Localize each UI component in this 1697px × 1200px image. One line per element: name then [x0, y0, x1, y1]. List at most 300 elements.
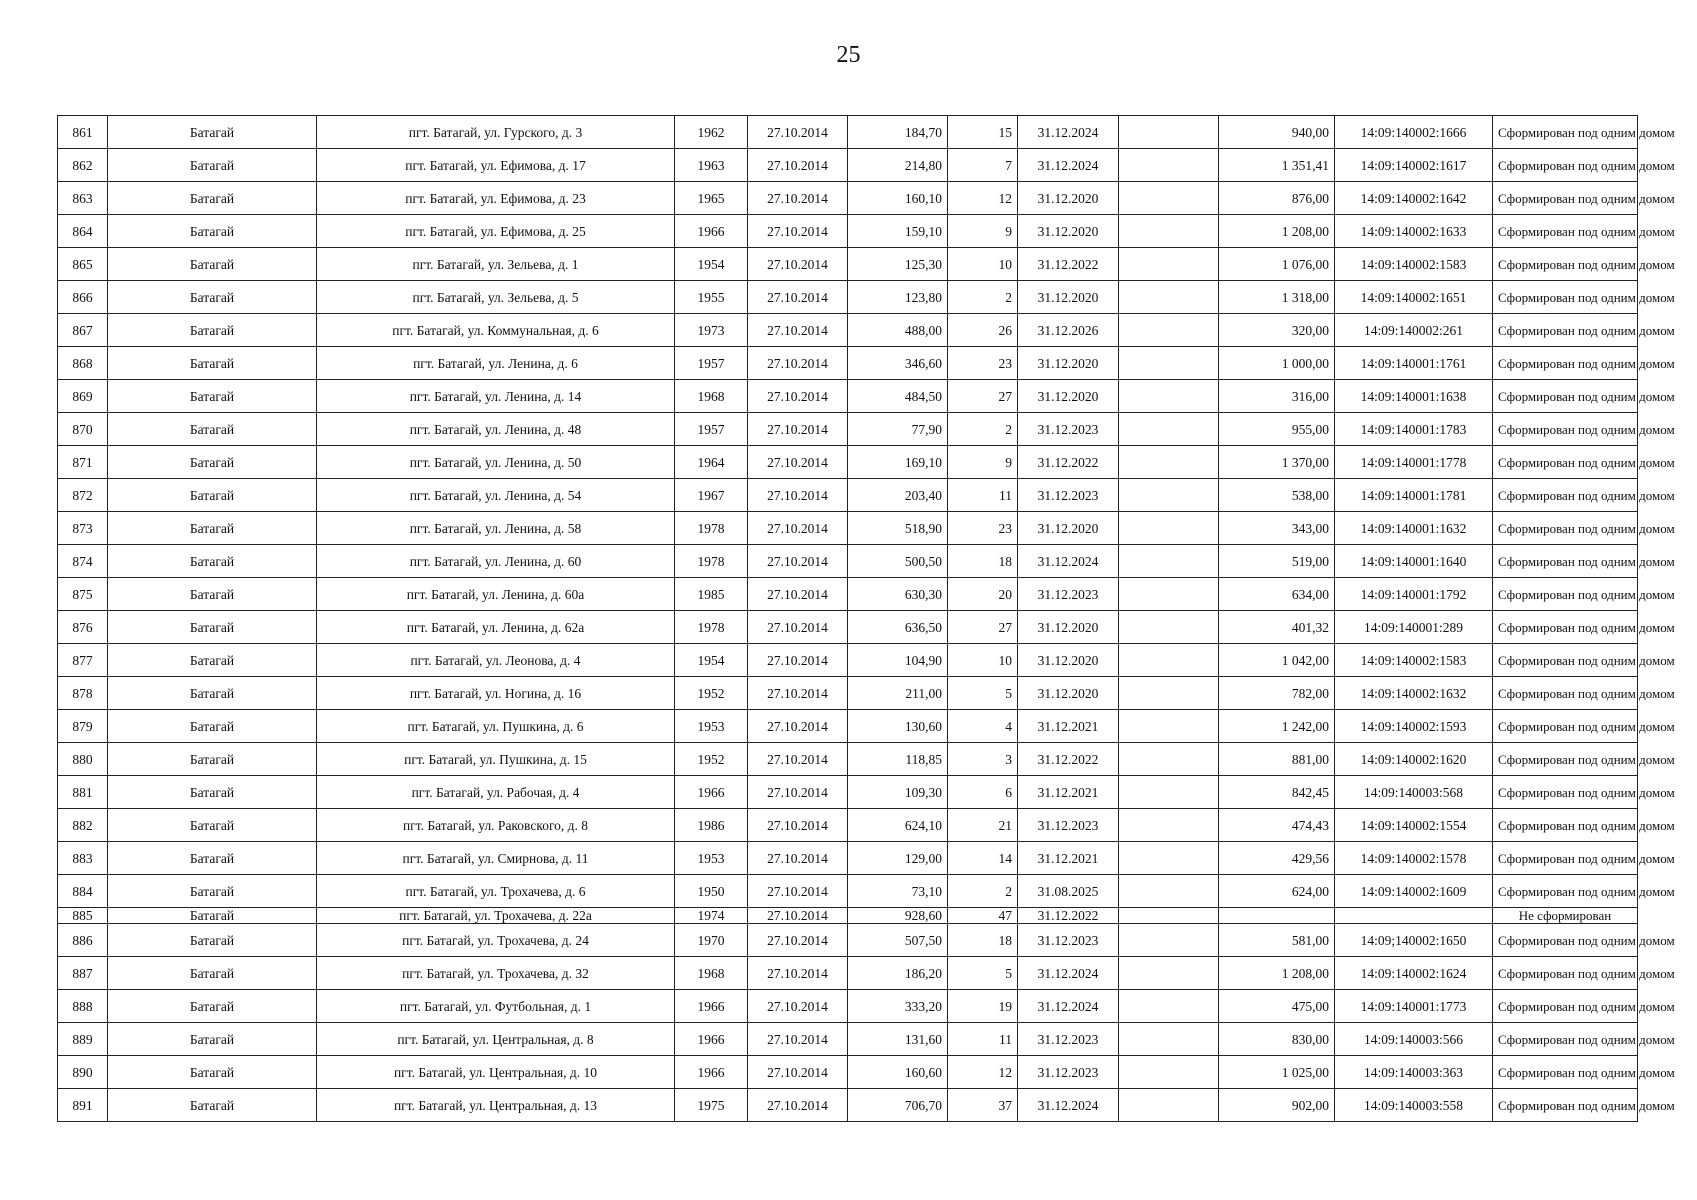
address-cell: пгт. Батагай, ул. Леонова, д. 4: [317, 644, 675, 677]
land-area-cell: 842,45: [1219, 776, 1335, 809]
area-cell: 123,80: [848, 281, 948, 314]
residents-cell: 2: [948, 875, 1018, 908]
land-status-cell: Сформирован под одним домом: [1493, 512, 1638, 545]
cadastral-number-cell: 14:09:140001:1781: [1335, 479, 1493, 512]
table-row: [58, 116, 1638, 149]
settlement-cell: Батагай: [108, 957, 317, 990]
residents-cell: 19: [948, 990, 1018, 1023]
row-number-cell: 872: [58, 479, 108, 512]
cadastral-number-cell: 14:09:140002:1666: [1335, 116, 1493, 149]
empty-cell: [1119, 248, 1219, 281]
area-cell: 484,50: [848, 380, 948, 413]
empty-cell: [1119, 446, 1219, 479]
settlement-cell: Батагай: [108, 149, 317, 182]
row-number-cell: 871: [58, 446, 108, 479]
recognition-date-cell: 27.10.2014: [748, 116, 848, 149]
relocation-deadline-cell: 31.12.2021: [1018, 842, 1119, 875]
area-cell: 507,50: [848, 924, 948, 957]
cadastral-number-cell: 14:09:140002:1617: [1335, 149, 1493, 182]
relocation-deadline-cell: 31.12.2021: [1018, 776, 1119, 809]
residents-cell: 11: [948, 1023, 1018, 1056]
row-number-cell: 890: [58, 1056, 108, 1089]
empty-cell: [1119, 182, 1219, 215]
recognition-date-cell: 27.10.2014: [748, 924, 848, 957]
recognition-date-cell: 27.10.2014: [748, 990, 848, 1023]
land-area-cell: 320,00: [1219, 314, 1335, 347]
land-area-cell: 881,00: [1219, 743, 1335, 776]
construction-year-cell: 1952: [675, 677, 748, 710]
construction-year-cell: 1966: [675, 990, 748, 1023]
row-number-cell: 888: [58, 990, 108, 1023]
address-cell: пгт. Батагай, ул. Ленина, д. 6: [317, 347, 675, 380]
land-area-cell: 343,00: [1219, 512, 1335, 545]
relocation-deadline-cell: 31.12.2023: [1018, 578, 1119, 611]
area-cell: 104,90: [848, 644, 948, 677]
residents-cell: 18: [948, 545, 1018, 578]
construction-year-cell: 1966: [675, 1056, 748, 1089]
table-row: [58, 990, 1638, 1023]
land-area-cell: 955,00: [1219, 413, 1335, 446]
row-number-cell: 862: [58, 149, 108, 182]
land-status-cell: Сформирован под одним домом: [1493, 644, 1638, 677]
land-area-cell: 624,00: [1219, 875, 1335, 908]
construction-year-cell: 1955: [675, 281, 748, 314]
recognition-date-cell: 27.10.2014: [748, 182, 848, 215]
table-row: [58, 380, 1638, 413]
land-status-cell: Сформирован под одним домом: [1493, 677, 1638, 710]
recognition-date-cell: 27.10.2014: [748, 875, 848, 908]
settlement-cell: Батагай: [108, 842, 317, 875]
land-area-cell: 830,00: [1219, 1023, 1335, 1056]
residents-cell: 2: [948, 281, 1018, 314]
land-area-cell: 1 208,00: [1219, 215, 1335, 248]
cadastral-number-cell: 14:09:140002:1583: [1335, 248, 1493, 281]
land-area-cell: 876,00: [1219, 182, 1335, 215]
table-row: [58, 743, 1638, 776]
recognition-date-cell: 27.10.2014: [748, 842, 848, 875]
row-number-cell: 886: [58, 924, 108, 957]
housing-register-table: [57, 115, 1675, 1122]
construction-year-cell: 1952: [675, 743, 748, 776]
land-status-cell: Не сформирован: [1493, 908, 1638, 924]
relocation-deadline-cell: 31.12.2024: [1018, 116, 1119, 149]
table-row: [58, 347, 1638, 380]
empty-cell: [1119, 116, 1219, 149]
settlement-cell: Батагай: [108, 677, 317, 710]
settlement-cell: Батагай: [108, 413, 317, 446]
empty-cell: [1119, 743, 1219, 776]
settlement-cell: Батагай: [108, 1056, 317, 1089]
address-cell: пгт. Батагай, ул. Смирнова, д. 11: [317, 842, 675, 875]
table-row: [58, 875, 1638, 908]
residents-cell: 7: [948, 149, 1018, 182]
land-area-cell: 316,00: [1219, 380, 1335, 413]
table-row: [58, 1056, 1638, 1089]
residents-cell: 9: [948, 446, 1018, 479]
land-status-cell: Сформирован под одним домом: [1493, 116, 1638, 149]
empty-cell: [1119, 512, 1219, 545]
empty-cell: [1119, 578, 1219, 611]
cadastral-number-cell: 14:09:140002:261: [1335, 314, 1493, 347]
address-cell: пгт. Батагай, ул. Центральная, д. 13: [317, 1089, 675, 1122]
empty-cell: [1119, 380, 1219, 413]
land-status-cell: Сформирован под одним домом: [1493, 710, 1638, 743]
construction-year-cell: 1957: [675, 413, 748, 446]
residents-cell: 27: [948, 611, 1018, 644]
relocation-deadline-cell: 31.12.2023: [1018, 1056, 1119, 1089]
row-number-cell: 887: [58, 957, 108, 990]
row-number-cell: 877: [58, 644, 108, 677]
relocation-deadline-cell: 31.12.2026: [1018, 314, 1119, 347]
table-row: [58, 314, 1638, 347]
land-area-cell: 1 042,00: [1219, 644, 1335, 677]
settlement-cell: Батагай: [108, 990, 317, 1023]
relocation-deadline-cell: 31.12.2024: [1018, 990, 1119, 1023]
cadastral-number-cell: 14:09:140001:1783: [1335, 413, 1493, 446]
residents-cell: 12: [948, 1056, 1018, 1089]
table-row: [58, 182, 1638, 215]
settlement-cell: Батагай: [108, 182, 317, 215]
construction-year-cell: 1973: [675, 314, 748, 347]
construction-year-cell: 1968: [675, 380, 748, 413]
area-cell: 129,00: [848, 842, 948, 875]
land-status-cell: Сформирован под одним домом: [1493, 611, 1638, 644]
area-cell: 125,30: [848, 248, 948, 281]
address-cell: пгт. Батагай, ул. Гурского, д. 3: [317, 116, 675, 149]
land-status-cell: Сформирован под одним домом: [1493, 809, 1638, 842]
area-cell: 706,70: [848, 1089, 948, 1122]
residents-cell: 5: [948, 957, 1018, 990]
relocation-deadline-cell: 31.12.2020: [1018, 512, 1119, 545]
construction-year-cell: 1975: [675, 1089, 748, 1122]
relocation-deadline-cell: 31.12.2023: [1018, 479, 1119, 512]
settlement-cell: Батагай: [108, 215, 317, 248]
land-status-cell: Сформирован под одним домом: [1493, 545, 1638, 578]
address-cell: пгт. Батагай, ул. Ленина, д. 14: [317, 380, 675, 413]
construction-year-cell: 1950: [675, 875, 748, 908]
address-cell: пгт. Батагай, ул. Трохачева, д. 24: [317, 924, 675, 957]
area-cell: 518,90: [848, 512, 948, 545]
relocation-deadline-cell: 31.12.2022: [1018, 908, 1119, 924]
empty-cell: [1119, 809, 1219, 842]
recognition-date-cell: 27.10.2014: [748, 677, 848, 710]
address-cell: пгт. Батагай, ул. Ефимова, д. 25: [317, 215, 675, 248]
table-row: [58, 1089, 1638, 1122]
row-number-cell: 889: [58, 1023, 108, 1056]
settlement-cell: Батагай: [108, 578, 317, 611]
construction-year-cell: 1964: [675, 446, 748, 479]
relocation-deadline-cell: 31.12.2023: [1018, 1023, 1119, 1056]
construction-year-cell: 1978: [675, 512, 748, 545]
table-body: [58, 116, 1675, 1122]
construction-year-cell: 1953: [675, 842, 748, 875]
empty-cell: [1119, 924, 1219, 957]
residents-cell: 11: [948, 479, 1018, 512]
cadastral-number-cell: 14:09:140001:1632: [1335, 512, 1493, 545]
empty-cell: [1119, 990, 1219, 1023]
land-area-cell: 1 025,00: [1219, 1056, 1335, 1089]
land-status-cell: Сформирован под одним домом: [1493, 479, 1638, 512]
page-number: 25: [836, 42, 861, 68]
row-number-cell: 864: [58, 215, 108, 248]
cadastral-number-cell: 14:09:140002:1651: [1335, 281, 1493, 314]
land-status-cell: Сформирован под одним домом: [1493, 380, 1638, 413]
construction-year-cell: 1966: [675, 776, 748, 809]
row-number-cell: 875: [58, 578, 108, 611]
empty-cell: [1119, 314, 1219, 347]
residents-cell: 6: [948, 776, 1018, 809]
address-cell: пгт. Батагай, ул. Трохачева, д. 22а: [317, 908, 675, 924]
address-cell: пгт. Батагай, ул. Ногина, д. 16: [317, 677, 675, 710]
row-number-cell: 885: [58, 908, 108, 924]
table-row: [58, 710, 1638, 743]
address-cell: пгт. Батагай, ул. Пушкина, д. 15: [317, 743, 675, 776]
construction-year-cell: 1954: [675, 248, 748, 281]
cadastral-number-cell: 14:09;140002:1650: [1335, 924, 1493, 957]
residents-cell: 12: [948, 182, 1018, 215]
address-cell: пгт. Батагай, ул. Коммунальная, д. 6: [317, 314, 675, 347]
construction-year-cell: 1970: [675, 924, 748, 957]
area-cell: 130,60: [848, 710, 948, 743]
recognition-date-cell: 27.10.2014: [748, 248, 848, 281]
settlement-cell: Батагай: [108, 347, 317, 380]
area-cell: 159,10: [848, 215, 948, 248]
settlement-cell: Батагай: [108, 743, 317, 776]
recognition-date-cell: 27.10.2014: [748, 1089, 848, 1122]
residents-cell: 15: [948, 116, 1018, 149]
table-row: [58, 957, 1638, 990]
settlement-cell: Батагай: [108, 248, 317, 281]
row-number-cell: 883: [58, 842, 108, 875]
address-cell: пгт. Батагай, ул. Ленина, д. 50: [317, 446, 675, 479]
row-number-cell: 873: [58, 512, 108, 545]
area-cell: 211,00: [848, 677, 948, 710]
residents-cell: 5: [948, 677, 1018, 710]
settlement-cell: Батагай: [108, 314, 317, 347]
settlement-cell: Батагай: [108, 545, 317, 578]
residents-cell: 10: [948, 644, 1018, 677]
address-cell: пгт. Батагай, ул. Центральная, д. 10: [317, 1056, 675, 1089]
row-number-cell: 880: [58, 743, 108, 776]
address-cell: пгт. Батагай, ул. Зельева, д. 5: [317, 281, 675, 314]
area-cell: 118,85: [848, 743, 948, 776]
settlement-cell: Батагай: [108, 281, 317, 314]
address-cell: пгт. Батагай, ул. Ефимова, д. 23: [317, 182, 675, 215]
construction-year-cell: 1986: [675, 809, 748, 842]
land-area-cell: 475,00: [1219, 990, 1335, 1023]
area-cell: 333,20: [848, 990, 948, 1023]
relocation-deadline-cell: 31.12.2020: [1018, 380, 1119, 413]
cadastral-number-cell: 14:09:140001:1792: [1335, 578, 1493, 611]
address-cell: пгт. Батагай, ул. Ленина, д. 48: [317, 413, 675, 446]
address-cell: пгт. Батагай, ул. Трохачева, д. 6: [317, 875, 675, 908]
land-status-cell: Сформирован под одним домом: [1493, 314, 1638, 347]
recognition-date-cell: 27.10.2014: [748, 512, 848, 545]
recognition-date-cell: 27.10.2014: [748, 743, 848, 776]
land-status-cell: Сформирован под одним домом: [1493, 578, 1638, 611]
construction-year-cell: 1985: [675, 578, 748, 611]
area-cell: 928,60: [848, 908, 948, 924]
empty-cell: [1119, 908, 1219, 924]
construction-year-cell: 1957: [675, 347, 748, 380]
residents-cell: 27: [948, 380, 1018, 413]
cadastral-number-cell: 14:09:140002:1609: [1335, 875, 1493, 908]
row-number-cell: 881: [58, 776, 108, 809]
address-cell: пгт. Батагай, ул. Ленина, д. 54: [317, 479, 675, 512]
area-cell: 184,70: [848, 116, 948, 149]
land-status-cell: Сформирован под одним домом: [1493, 149, 1638, 182]
table-row: [58, 842, 1638, 875]
relocation-deadline-cell: 31.12.2024: [1018, 149, 1119, 182]
residents-cell: 26: [948, 314, 1018, 347]
residents-cell: 20: [948, 578, 1018, 611]
recognition-date-cell: 27.10.2014: [748, 446, 848, 479]
cadastral-number-cell: 14:09:140001:289: [1335, 611, 1493, 644]
land-status-cell: Сформирован под одним домом: [1493, 446, 1638, 479]
land-status-cell: Сформирован под одним домом: [1493, 1023, 1638, 1056]
relocation-deadline-cell: 31.12.2023: [1018, 413, 1119, 446]
residents-cell: 18: [948, 924, 1018, 957]
area-cell: 169,10: [848, 446, 948, 479]
empty-cell: [1119, 677, 1219, 710]
row-number-cell: 863: [58, 182, 108, 215]
table-row: [58, 281, 1638, 314]
residents-cell: 23: [948, 347, 1018, 380]
relocation-deadline-cell: 31.12.2023: [1018, 809, 1119, 842]
construction-year-cell: 1954: [675, 644, 748, 677]
settlement-cell: Батагай: [108, 1023, 317, 1056]
land-status-cell: Сформирован под одним домом: [1493, 1089, 1638, 1122]
land-area-cell: 1 351,41: [1219, 149, 1335, 182]
area-cell: 214,80: [848, 149, 948, 182]
table-row: [58, 248, 1638, 281]
relocation-deadline-cell: 31.12.2020: [1018, 182, 1119, 215]
land-area-cell: 429,56: [1219, 842, 1335, 875]
empty-cell: [1119, 1056, 1219, 1089]
land-area-cell: 538,00: [1219, 479, 1335, 512]
empty-cell: [1119, 842, 1219, 875]
construction-year-cell: 1953: [675, 710, 748, 743]
empty-cell: [1119, 149, 1219, 182]
area-cell: 160,10: [848, 182, 948, 215]
cadastral-number-cell: 14:09:140003:363: [1335, 1056, 1493, 1089]
recognition-date-cell: 27.10.2014: [748, 957, 848, 990]
row-number-cell: 866: [58, 281, 108, 314]
address-cell: пгт. Батагай, ул. Ефимова, д. 17: [317, 149, 675, 182]
land-area-cell: 1 370,00: [1219, 446, 1335, 479]
relocation-deadline-cell: 31.12.2020: [1018, 347, 1119, 380]
address-cell: пгт. Батагай, ул. Зельева, д. 1: [317, 248, 675, 281]
address-cell: пгт. Батагай, ул. Трохачева, д. 32: [317, 957, 675, 990]
land-status-cell: Сформирован под одним домом: [1493, 990, 1638, 1023]
row-number-cell: 874: [58, 545, 108, 578]
settlement-cell: Батагай: [108, 875, 317, 908]
row-number-cell: 891: [58, 1089, 108, 1122]
land-area-cell: 519,00: [1219, 545, 1335, 578]
settlement-cell: Батагай: [108, 446, 317, 479]
land-area-cell: 581,00: [1219, 924, 1335, 957]
cadastral-number-cell: 14:09:140003:566: [1335, 1023, 1493, 1056]
settlement-cell: Батагай: [108, 380, 317, 413]
construction-year-cell: 1963: [675, 149, 748, 182]
land-area-cell: 634,00: [1219, 578, 1335, 611]
residents-cell: 14: [948, 842, 1018, 875]
relocation-deadline-cell: 31.12.2022: [1018, 446, 1119, 479]
relocation-deadline-cell: 31.12.2022: [1018, 248, 1119, 281]
area-cell: 346,60: [848, 347, 948, 380]
empty-cell: [1119, 281, 1219, 314]
cadastral-number-cell: 14:09:140002:1642: [1335, 182, 1493, 215]
land-status-cell: Сформирован под одним домом: [1493, 875, 1638, 908]
address-cell: пгт. Батагай, ул. Центральная, д. 8: [317, 1023, 675, 1056]
empty-cell: [1119, 545, 1219, 578]
area-cell: 131,60: [848, 1023, 948, 1056]
row-number-cell: 861: [58, 116, 108, 149]
row-number-cell: 876: [58, 611, 108, 644]
row-number-cell: 884: [58, 875, 108, 908]
land-status-cell: Сформирован под одним домом: [1493, 182, 1638, 215]
relocation-deadline-cell: 31.12.2020: [1018, 677, 1119, 710]
table-row: [58, 908, 1638, 924]
settlement-cell: Батагай: [108, 512, 317, 545]
residents-cell: 23: [948, 512, 1018, 545]
settlement-cell: Батагай: [108, 924, 317, 957]
recognition-date-cell: 27.10.2014: [748, 479, 848, 512]
area-cell: 630,30: [848, 578, 948, 611]
table-row: [58, 924, 1638, 957]
relocation-deadline-cell: 31.12.2023: [1018, 924, 1119, 957]
construction-year-cell: 1966: [675, 215, 748, 248]
relocation-deadline-cell: 31.12.2024: [1018, 545, 1119, 578]
relocation-deadline-cell: 31.12.2022: [1018, 743, 1119, 776]
land-status-cell: Сформирован под одним домом: [1493, 842, 1638, 875]
settlement-cell: Батагай: [108, 644, 317, 677]
recognition-date-cell: 27.10.2014: [748, 413, 848, 446]
empty-cell: [1119, 413, 1219, 446]
recognition-date-cell: 27.10.2014: [748, 776, 848, 809]
row-number-cell: 878: [58, 677, 108, 710]
settlement-cell: Батагай: [108, 908, 317, 924]
table-row: [58, 644, 1638, 677]
empty-cell: [1119, 347, 1219, 380]
area-cell: 77,90: [848, 413, 948, 446]
recognition-date-cell: 27.10.2014: [748, 149, 848, 182]
land-status-cell: Сформирован под одним домом: [1493, 1056, 1638, 1089]
residents-cell: 47: [948, 908, 1018, 924]
settlement-cell: Батагай: [108, 479, 317, 512]
area-cell: 73,10: [848, 875, 948, 908]
construction-year-cell: 1978: [675, 611, 748, 644]
cadastral-number-cell: 14:09:140001:1640: [1335, 545, 1493, 578]
cadastral-number-cell: 14:09:140002:1633: [1335, 215, 1493, 248]
land-area-cell: 1 076,00: [1219, 248, 1335, 281]
land-status-cell: Сформирован под одним домом: [1493, 924, 1638, 957]
land-area-cell: 1 000,00: [1219, 347, 1335, 380]
recognition-date-cell: 27.10.2014: [748, 710, 848, 743]
table-row: [58, 446, 1638, 479]
recognition-date-cell: 27.10.2014: [748, 578, 848, 611]
row-number-cell: 865: [58, 248, 108, 281]
table-row: [58, 809, 1638, 842]
recognition-date-cell: 27.10.2014: [748, 611, 848, 644]
cadastral-number-cell: 14:09:140003:568: [1335, 776, 1493, 809]
recognition-date-cell: 27.10.2014: [748, 347, 848, 380]
recognition-date-cell: 27.10.2014: [748, 1023, 848, 1056]
residents-cell: 21: [948, 809, 1018, 842]
address-cell: пгт. Батагай, ул. Рабочая, д. 4: [317, 776, 675, 809]
area-cell: 109,30: [848, 776, 948, 809]
residents-cell: 3: [948, 743, 1018, 776]
